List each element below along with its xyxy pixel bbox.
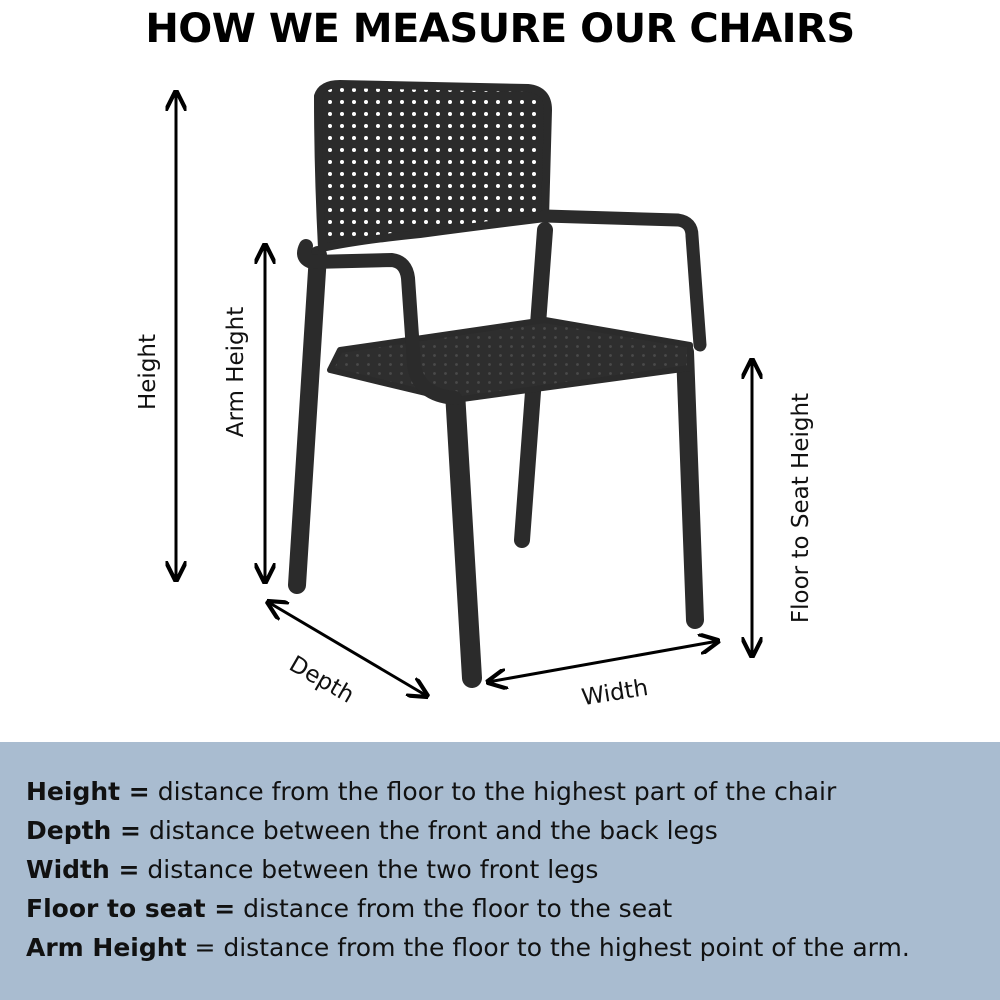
front-left-leg: [455, 392, 472, 678]
definition-arm-height: Arm Height = distance from the floor to the highest point of the arm.: [26, 933, 910, 962]
chair-illustration: [297, 84, 700, 678]
page-title: HOW WE MEASURE OUR CHAIRS: [145, 6, 855, 52]
width-label: Width: [579, 675, 650, 712]
height-label: Height: [135, 333, 161, 411]
front-right-leg: [685, 352, 695, 620]
definition-floor-to-seat: Floor to seat = distance from the floor to the seat: [26, 894, 673, 923]
floor-to-seat-label: Floor to Seat Height: [788, 392, 814, 624]
backrest: [318, 84, 548, 248]
definition-width: Width = distance between the two front legs: [26, 855, 599, 884]
width-arrow: [488, 641, 718, 682]
depth-label: Depth: [284, 651, 359, 709]
definition-depth: Depth = distance between the front and the back legs: [26, 816, 718, 845]
back-left-leg: [297, 255, 318, 585]
arm-height-label: Arm Height: [223, 306, 249, 438]
seat: [330, 320, 690, 400]
chair-diagram: [0, 60, 1000, 740]
definitions-panel: [0, 742, 1000, 1000]
definition-height: Height = distance from the floor to the highest part of the chair: [26, 777, 837, 806]
